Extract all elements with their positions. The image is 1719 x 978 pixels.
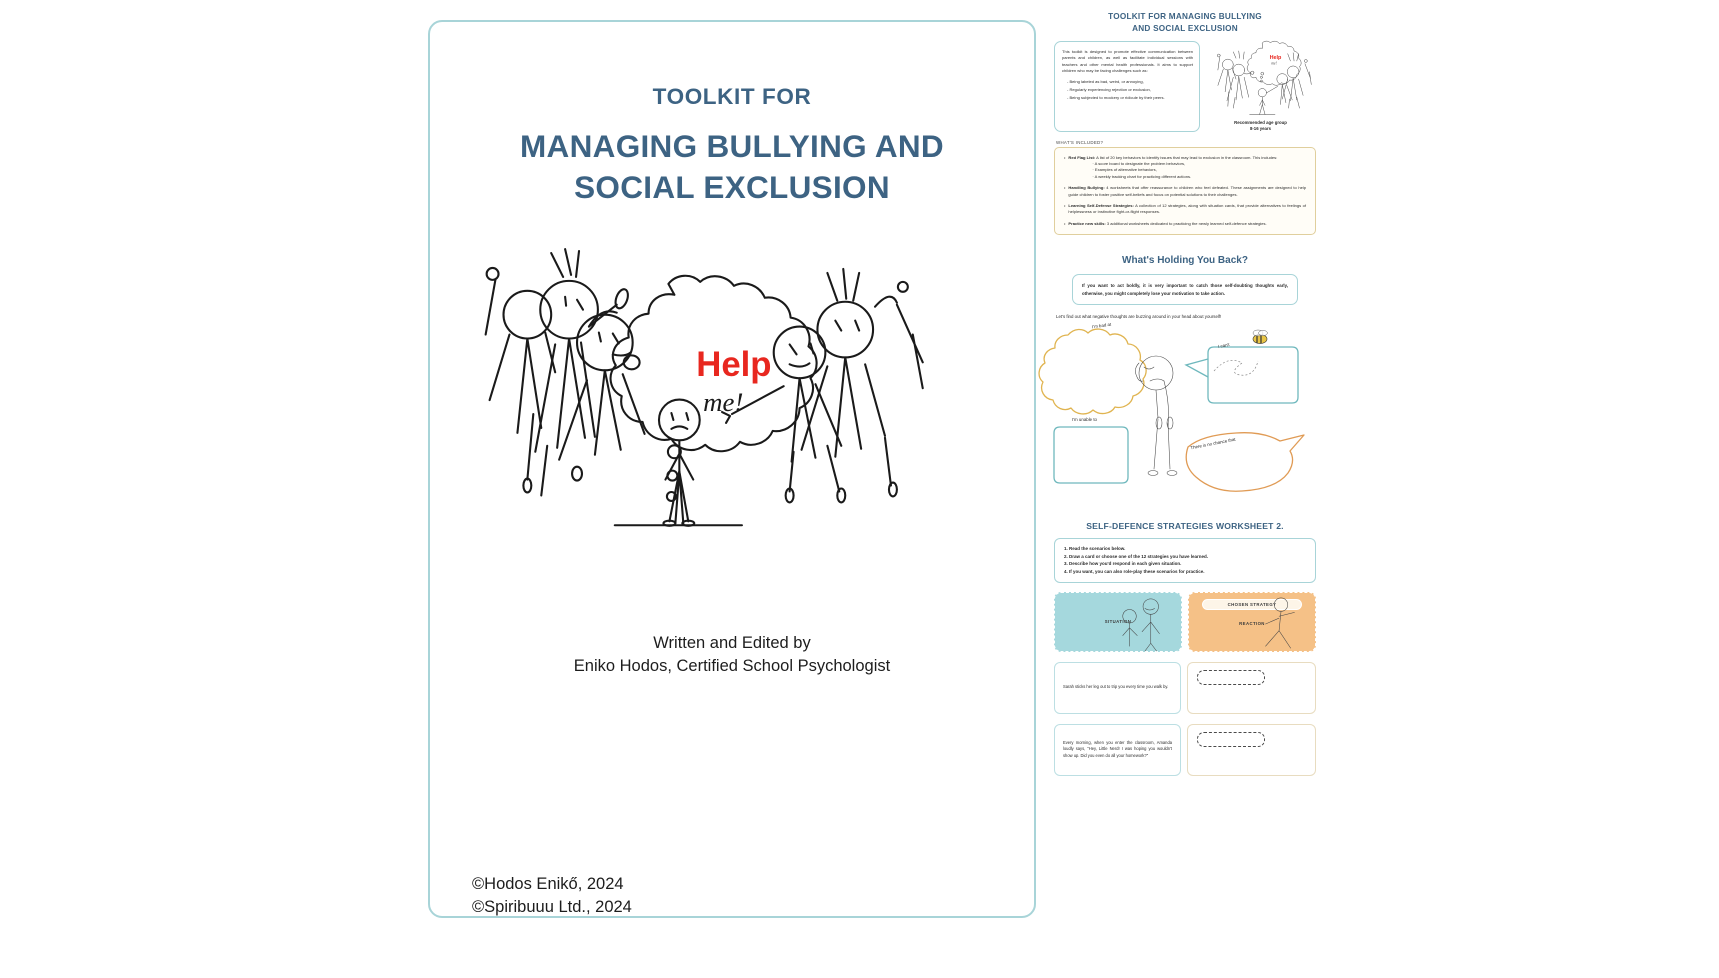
left-bully-group [486,249,645,495]
chosen-strategy-pill: CHOSEN STRATEGY [1202,599,1302,610]
thumb1-title-line-2: AND SOCIAL EXCLUSION [1132,23,1238,33]
included-body: 4 worksheets that offer reassurance to children who feel defeated. These assignments are designed to help guide children to foster positive self-beliefs and focus on potential solutions to their challenges. [1068,185,1306,197]
scenario-text-2: Every morning, when you enter the classroom, Amanda loudly says, "Hey, Little Nerd! I was hoping you wouldn't show up. Did you even do all your homework?" [1054,724,1181,776]
thumb1-age-label: Recommended age group [1234,119,1287,125]
list-item: - Regularly experiencing rejection or exclusion, [1067,87,1193,94]
thumbnail-page-3[interactable] [1046,511,1324,776]
list-item [1064,155,1306,181]
included-heading: Red Flag List: [1068,154,1096,160]
cover-title-line-1: MANAGING BULLYING AND [520,128,944,164]
thumb1-included-label: WHAT'S INCLUDED? [1056,139,1104,145]
cover-page-content [430,84,1034,978]
list-item: - Being subjected to mockery or ridicule by their peers. [1067,95,1193,102]
thumb3-title: SELF-DEFENCE STRATEGIES WORKSHEET 2. [1086,520,1284,531]
reaction-header-cell [1188,592,1316,652]
thumb-me-text: me! [1271,61,1277,66]
thinking-person-figure [1135,356,1177,475]
thumb2-thought-bubbles-art [1046,323,1324,503]
bullet-icon: • [1064,185,1066,191]
scenario-text-1: Sarah sticks her leg out to trip you every time you walk by. [1054,662,1181,714]
instruction-step: 1. Read the scenarios below. [1064,545,1126,551]
list-item: · Examples of alternative behaviors, [1092,167,1306,173]
list-item [1064,221,1306,227]
thumb1-included-box [1054,147,1316,236]
bubble-label-im-unable-to: I'm unable to [1072,416,1098,422]
bubble-label-no-chance: There is no chance that [1189,436,1236,451]
right-bully-group [722,269,923,502]
cover-title-line-2: SOCIAL EXCLUSION [574,168,890,205]
center-sad-child [615,399,742,525]
thumb1-intro-bullets [1062,79,1193,102]
included-body: A list of 20 key behaviors to identify issues that may lead to exclusion in the classroom. This includes: [1096,154,1278,160]
cover-illustration [430,214,1034,614]
thumb1-title [1046,0,1324,41]
thumb3-instructions [1054,538,1316,583]
bee-icon [1253,330,1267,344]
thumb1-intro-row [1046,41,1324,133]
included-heading: Practice new skills: [1068,220,1106,226]
answer-box-1[interactable] [1187,662,1316,714]
thumbnail-page-2[interactable] [1046,243,1324,503]
thumb-help-text: Help [1269,54,1282,61]
thumb1-intro-box [1054,41,1200,132]
thumb1-age-value: 8-16 years [1249,126,1272,132]
situation-label: SITUATION [1104,618,1132,624]
thumbnail-page-1[interactable] [1046,0,1324,235]
byline-line-1: Written and Edited by [653,633,811,652]
included-body: 3 additional worksheets dedicated to practicing the newly learned self-defence strategies. [1106,220,1267,226]
list-item: · A weekly tracking chart for practicing different actions. [1092,174,1306,180]
thumb1-age-group [1205,120,1316,133]
bullet-icon: • [1064,203,1066,208]
byline-line-2: Eniko Hodos, Certified School Psychologist [573,656,891,675]
situation-header-cell [1054,592,1182,652]
included-sublist [1068,161,1306,180]
bullying-scene-illustration [430,214,1034,614]
instruction-step: 3. Describe how you'd respond in each given situation. [1064,561,1182,567]
list-item: · A score board to designate the problem behaviors, [1092,161,1306,167]
cover-page[interactable] [428,20,1036,918]
cover-title-main [430,126,1034,208]
thumb-bullying-scene-illustration [1205,41,1316,119]
me-text: me! [703,386,744,417]
list-item: - Being labeled as bad, weird, or annoying, [1067,79,1193,86]
bubble-label-im-bad-at: I'm bad at [1091,321,1112,330]
thumb1-illustration-wrap [1205,41,1316,133]
list-item [1064,203,1306,216]
copyright-company: ©Spiribuuu Ltd., 2024 [472,897,632,916]
included-heading: Learning Self-Defense Strategies: [1068,203,1134,208]
cover-title-small: TOOLKIT FOR [652,84,812,109]
instruction-step: 2. Draw a card or choose one of the 12 strategies you have learned. [1064,553,1209,559]
reaction-label: REACTION [1239,620,1265,626]
thumb1-intro-paragraph: This toolkit is designed to promote effective communication between parents and children, as well as facilitate individual sessions with teachers and other mental health professionals. It aims to support children who may be facing challenges such as: [1062,48,1193,74]
instruction-step: 4. If you want, you can also role-play these scenarios for practice. [1064,569,1205,575]
thumb2-title: What's Holding You Back? [1122,255,1248,267]
included-body: A collection of 12 strategies, along with situation cards, that provide alternatives to feelings of helplessness or instinctive fight-or-flight responses. [1068,203,1306,215]
included-heading: Handling Bullying: [1068,185,1105,191]
help-text: Help [696,346,772,385]
negative-thoughts-diagram [1046,323,1324,503]
answer-dashed-field-1[interactable] [1197,670,1265,685]
list-item [1064,185,1306,198]
bubble-label-i-cant: I can't [1217,341,1230,349]
thumb3-header-row [1046,583,1324,652]
thumb2-quote-box: If you want to act boldly, it is very important to catch those self-doubting thoughts early, otherwise, you might completely lose your motivation to take action. [1072,274,1298,305]
bullet-icon: • [1064,154,1066,160]
copyright-block [472,873,632,918]
bullet-icon: • [1064,220,1066,226]
answer-dashed-field-2[interactable] [1197,732,1265,747]
thumb3-scenario-row-1 [1046,652,1324,714]
answer-box-2[interactable] [1187,724,1316,776]
running-figure-icon [1249,595,1313,651]
thumb3-scenario-row-2 [1046,714,1324,776]
sad-pair-icon [1109,595,1179,651]
thumb2-lead-text: Let's find out what negative thoughts are buzzing around in your head about yourself! [1056,314,1222,320]
thumb1-title-line-1: TOOLKIT FOR MANAGING BULLYING [1108,12,1262,21]
thumbnail-preview-column[interactable] [1046,0,1324,900]
copyright-author: ©Hodos Enikő, 2024 [472,875,624,894]
byline [430,632,1034,678]
